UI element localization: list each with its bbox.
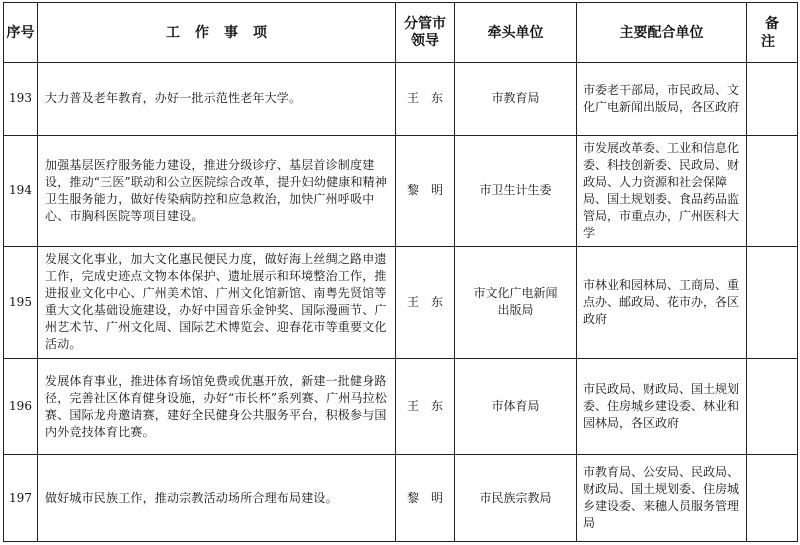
work-items-table: [3, 2, 798, 542]
table-row: [4, 246, 798, 359]
row-seq: 196: [4, 359, 38, 455]
row-co-units: 市林业和园林局、工商局、重点办、邮政局、花市办，各区政府: [577, 246, 747, 359]
header-lead-unit: 牵头单位: [455, 3, 577, 63]
row-lead-unit: 市民族宗教局: [455, 455, 577, 542]
row-task: 大力普及老年教育，办好一批示范性老年大学。: [38, 63, 396, 136]
table-row: [4, 135, 798, 246]
row-leader: 黎 明: [396, 455, 455, 542]
row-leader: 王 东: [396, 359, 455, 455]
table-row: [4, 359, 798, 455]
table-row: [4, 455, 798, 542]
row-remark: [747, 359, 798, 455]
header-task-label: 工作事项: [166, 24, 282, 41]
row-seq: 197: [4, 455, 38, 542]
row-remark: [747, 246, 798, 359]
row-lead-unit: 市卫生计生委: [455, 135, 577, 246]
row-seq: 195: [4, 246, 38, 359]
row-task: 发展体育事业，推进体育场馆免费或优惠开放，新建一批健身路径，完善社区体育健身设施，办好“市长杯”系列赛、广州马拉松赛、国际龙舟邀请赛，建好全民健身公共服务平台，积极参与国内外竞技体育比赛。: [38, 359, 396, 455]
row-task: 发展文化事业，加大文化惠民便民力度，做好海上丝绸之路申遗工作，完成史迹点文物本体保护、遗址展示和环境整治工作，推进报业文化中心、广州美术馆、广州文化馆新馆、南粤先贤馆等重大文化基础设施建设，办好中国音乐金钟奖、国际漫画节、广州艺术节、广州文化周、国际艺术博览会、迎春花市等重要文化活动。: [38, 246, 396, 359]
row-co-units: 市民政局、财政局、国土规划委、住房城乡建设委、林业和园林局，各区政府: [577, 359, 747, 455]
table-header-row: [4, 3, 798, 63]
table-row: [4, 63, 798, 136]
row-seq: 193: [4, 63, 38, 136]
row-co-units: 市委老干部局，市民政局、文化广电新闻出版局，各区政府: [577, 63, 747, 136]
row-co-units: 市发展改革委、工业和信息化委、科技创新委、民政局、财政局、人力资源和社会保障局、国土规划委、食品药品监管局，市重点办，广州医科大学: [577, 135, 747, 246]
row-lead-unit: 市文化广电新闻出版局: [455, 246, 577, 359]
row-task: 做好城市民族工作，推动宗教活动场所合理布局建设。: [38, 455, 396, 542]
row-leader: 王 东: [396, 246, 455, 359]
row-leader: 王 东: [396, 63, 455, 136]
row-lead-unit: 市体育局: [455, 359, 577, 455]
row-remark: [747, 455, 798, 542]
header-remark-label: 备注: [761, 15, 787, 50]
header-co-units: 主要配合单位: [577, 3, 747, 63]
header-task: [38, 3, 396, 63]
header-seq: 序号: [4, 3, 38, 63]
row-remark: [747, 63, 798, 136]
row-lead-unit: 市教育局: [455, 63, 577, 136]
row-leader: 黎 明: [396, 135, 455, 246]
header-leader: 分管市领导: [396, 3, 455, 63]
row-remark: [747, 135, 798, 246]
row-co-units: 市教育局、公安局、民政局、财政局、国土规划委、住房城乡建设委、来穗人员服务管理局: [577, 455, 747, 542]
header-remark: [747, 3, 798, 63]
row-task: 加强基层医疗服务能力建设，推进分级诊疗、基层首诊制度建设，推动“三医”联动和公立医院综合改革，提升妇幼健康和精神卫生服务能力，做好传染病防控和应急救治，加快广州呼吸中心、市胸科医院等项目建设。: [38, 135, 396, 246]
row-seq: 194: [4, 135, 38, 246]
